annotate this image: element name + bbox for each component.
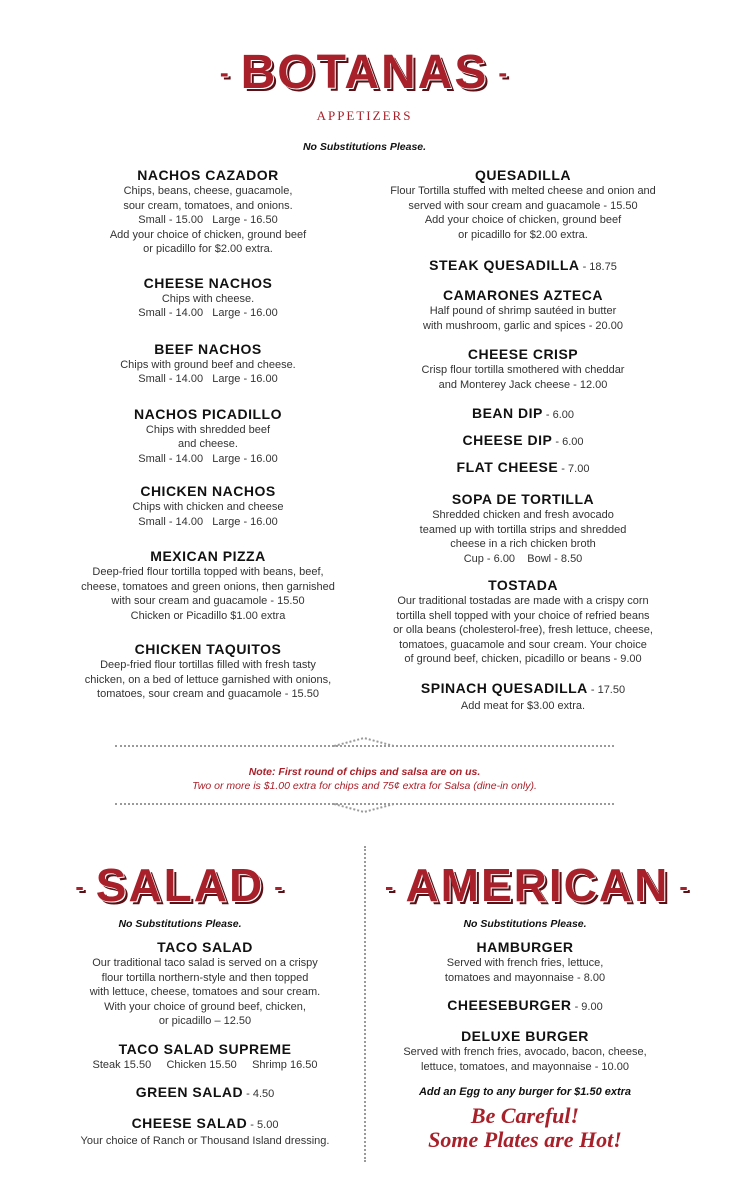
menu-item-description: of ground beef, chicken, picadillo or beans - 9.00	[404, 653, 642, 665]
menu-item-name	[58, 167, 358, 184]
menu-item-description: tortilla shell topped with your choice of refried beans	[396, 609, 650, 622]
menu-item-description: flour tortilla northern-style and then topped	[101, 971, 309, 984]
menu-item-description: Chips with chicken and cheese	[132, 501, 284, 513]
menu-item-description: tomatoes, sour cream and guacamole - 15.50	[97, 688, 319, 700]
american-title-text: AMERICAN	[405, 859, 670, 911]
menu-item-description: with mushroom, garlic and spices - 20.00	[423, 319, 623, 332]
hot-plates: Some Plates are Hot!	[428, 1127, 622, 1152]
menu-item-name	[368, 680, 678, 699]
menu-item-title: GREEN SALAD	[135, 1084, 244, 1100]
menu-item-description: Small - 15.00 Large - 16.50	[138, 214, 278, 226]
menu-item	[368, 680, 678, 714]
menu-item-price: - 9.00	[571, 1001, 603, 1013]
menu-item-name	[55, 939, 355, 956]
menu-item-title: TACO SALAD	[157, 939, 253, 955]
american-header	[375, 858, 690, 930]
menu-item-description: Chips with ground beef and cheese.	[120, 358, 296, 371]
menu-item	[58, 483, 358, 529]
menu-item-title: CAMARONES AZTECA	[443, 287, 603, 303]
menu-item-description: Add your choice of chicken, ground beef	[424, 214, 622, 226]
menu-item-name	[368, 459, 678, 478]
menu-item	[368, 577, 678, 667]
vertical-rope-divider	[364, 846, 366, 1162]
menu-item-description: served with sour cream and guacamole - 15.50	[408, 199, 638, 212]
menu-item-price: - 6.00	[542, 409, 575, 421]
menu-item-name	[58, 641, 358, 658]
menu-item-description: and Monterey Jack cheese - 12.00	[438, 378, 608, 391]
menu-item-title: CHEESEBURGER	[447, 997, 572, 1013]
menu-item	[58, 548, 358, 623]
botanas-header	[0, 46, 729, 153]
menu-item-title: NACHOS PICADILLO	[134, 405, 282, 422]
menu-item-name	[368, 167, 678, 184]
menu-item-name	[368, 405, 678, 424]
menu-item	[375, 1028, 675, 1074]
menu-item-description: tomatoes, guacamole and sour cream. Your choice	[399, 638, 647, 651]
menu-item-description: Served with french fries, avocado, bacon, cheese,	[403, 1046, 647, 1058]
menu-item-name	[368, 577, 678, 594]
american-items	[375, 939, 675, 1074]
menu-item-name	[375, 939, 675, 956]
menu-item-title: CHEESE CRISP	[467, 346, 579, 362]
menu-item-description: Crisp flour tortilla smothered with cheddar	[421, 364, 625, 376]
menu-item	[368, 257, 678, 276]
menu-item-name	[55, 1084, 355, 1103]
menu-item-description: Chips with cheese.	[161, 292, 255, 305]
menu-item	[58, 406, 358, 467]
menu-item-price: - 6.00	[552, 436, 584, 448]
menu-item	[368, 459, 678, 478]
menu-item-description: or picadillo – 12.50	[158, 1015, 252, 1027]
american-no-substitutions: No Substitutions Please.	[463, 917, 587, 930]
menu-item-name	[368, 257, 678, 276]
menu-item-description: Chicken or Picadillo $1.00 extra	[130, 609, 286, 622]
menu-item-description: chicken, on a bed of lettuce garnished with onions,	[84, 673, 332, 686]
menu-item	[58, 341, 358, 387]
menu-item-description: Our traditional taco salad is served on a crispy	[92, 957, 318, 969]
menu-item-title: CHEESE DIP	[462, 432, 553, 448]
botanas-no-substitutions: No Substitutions Please.	[302, 141, 427, 154]
menu-item-description: With your choice of ground beef, chicken,	[104, 1000, 306, 1013]
chips-note	[0, 766, 729, 792]
menu-item-title: STEAK QUESADILLA	[429, 257, 580, 273]
be-careful: Be Careful!	[470, 1103, 580, 1128]
menu-item-name	[55, 1041, 355, 1058]
menu-item-name	[58, 406, 358, 423]
menu-item-price: - 5.00	[247, 1119, 279, 1131]
chips-note-line1: Note: First round of chips and salsa are on us.	[248, 766, 481, 778]
menu-item	[55, 1115, 355, 1149]
menu-item-description: Shredded chicken and fresh avocado	[432, 509, 614, 521]
menu-item-name	[368, 432, 678, 451]
menu-item-description: Deep-fried flour tortilla topped with beans, beef,	[92, 566, 324, 578]
menu-item-description: Small - 14.00 Large - 16.00	[138, 307, 278, 319]
egg-note: Add an Egg to any burger for $1.50 extra	[418, 1086, 632, 1098]
botanas-title-text: BOTANAS	[240, 46, 489, 99]
menu-item-title: QUESADILLA	[475, 167, 571, 183]
menu-item-description: Chips, beans, cheese, guacamole,	[123, 185, 293, 197]
menu-item-title: SOPA DE TORTILLA	[451, 491, 595, 507]
salad-title: - SALAD -	[75, 859, 285, 911]
menu-item	[375, 939, 675, 985]
menu-item	[368, 287, 678, 333]
menu-item-description: Chips with shredded beef	[145, 423, 271, 436]
botanas-title: - BOTANAS -	[219, 46, 510, 99]
menu-item-title: BEEF NACHOS	[154, 340, 262, 357]
salad-title-text: SALAD	[95, 859, 265, 911]
menu-item-name	[58, 341, 358, 358]
menu-item-description: with lettuce, cheese, tomatoes and sour cream.	[89, 986, 321, 998]
menu-item-description: Flour Tortilla stuffed with melted cheese and onion and	[390, 185, 656, 197]
salad-header	[30, 858, 330, 930]
menu-item-name	[58, 548, 358, 565]
menu-item-name	[368, 491, 678, 508]
menu-item-title: HAMBURGER	[476, 939, 574, 955]
menu-item-title: SPINACH QUESADILLA	[420, 679, 588, 696]
menu-item	[55, 939, 355, 1029]
menu-item-description: Served with french fries, lettuce,	[446, 957, 604, 969]
menu-item-title: TACO SALAD SUPREME	[118, 1040, 292, 1057]
menu-item-title: CHICKEN TAQUITOS	[134, 641, 282, 657]
menu-item-title: TOSTADA	[488, 577, 558, 593]
egg-note-block	[375, 1086, 675, 1152]
salad-no-substitutions: No Substitutions Please.	[118, 917, 242, 930]
menu-item	[58, 275, 358, 321]
menu-item-description: Small - 14.00 Large - 16.00	[138, 515, 278, 528]
menu-item-description: and cheese.	[178, 438, 238, 450]
menu-item	[368, 432, 678, 451]
menu-item-description: cheese in a rich chicken broth	[450, 538, 596, 550]
menu-item-title: DELUXE BURGER	[461, 1028, 589, 1044]
menu-item-price: - 18.75	[579, 261, 617, 273]
menu-item	[58, 167, 358, 257]
menu-item	[368, 491, 678, 566]
menu-item-description: or picadillo for $2.00 extra.	[143, 243, 273, 255]
menu-item-title: NACHOS CAZADOR	[137, 167, 279, 183]
bottom-rope-valley	[334, 802, 394, 814]
menu-item-description: Your choice of Ranch or Thousand Island dressing.	[80, 1135, 330, 1147]
menu-item-name	[368, 287, 678, 304]
chips-note-line2: Two or more is $1.00 extra for chips and 75¢ extra for Salsa (dine-in only).	[192, 780, 537, 792]
menu-item-name	[58, 275, 358, 292]
menu-item	[55, 1084, 355, 1103]
menu-item-name	[375, 997, 675, 1016]
menu-item-title: FLAT CHEESE	[456, 459, 559, 475]
menu-item-title: CHEESE SALAD	[131, 1115, 248, 1131]
menu-item-price: - 4.50	[243, 1088, 275, 1100]
menu-item-title: MEXICAN PIZZA	[150, 548, 266, 564]
menu-item	[368, 167, 678, 242]
menu-item-description: tomatoes and mayonnaise - 8.00	[444, 971, 606, 984]
menu-item-title: CHEESE NACHOS	[143, 274, 273, 291]
menu-item-description: Half pound of shrimp sautéed in butter	[429, 305, 617, 317]
american-title: - AMERICAN -	[385, 859, 690, 911]
menu-item-description: Add your choice of chicken, ground beef	[109, 228, 307, 241]
menu-item-description: cheese, tomatoes and green onions, then garnished	[81, 580, 335, 593]
menu-item-name	[55, 1115, 355, 1134]
menu-item-description: sour cream, tomatoes, and onions.	[123, 199, 293, 212]
salad-items	[55, 939, 355, 1149]
menu-item-description: Our traditional tostadas are made with a crispy corn	[397, 595, 649, 607]
menu-item-description: Steak 15.50 Chicken 15.50 Shrimp 16.50	[92, 1058, 318, 1071]
menu-item-name	[58, 483, 358, 500]
menu-item-description: Deep-fried flour tortillas filled with fresh tasty	[100, 659, 316, 671]
menu-item-title: BEAN DIP	[471, 405, 543, 421]
appetizers-subtitle: APPETIZERS	[316, 108, 413, 124]
top-rope-peak	[334, 737, 394, 749]
menu-item-name	[368, 346, 678, 363]
menu-item	[368, 405, 678, 424]
menu-item-description: lettuce, tomatoes, and mayonnaise - 10.00	[421, 1060, 629, 1073]
menu-item	[375, 997, 675, 1016]
menu-item-description: or picadillo for $2.00 extra.	[458, 228, 588, 241]
menu-item-description: Small - 14.00 Large - 16.00	[138, 373, 278, 385]
menu-item-description: or olla beans (cholesterol-free), fresh lettuce, cheese,	[393, 624, 653, 636]
menu-item-description: Cup - 6.00 Bowl - 8.50	[463, 552, 583, 565]
menu-item-price: - 17.50	[587, 683, 626, 696]
menu-item-description: with sour cream and guacamole - 15.50	[111, 595, 305, 607]
menu-item	[58, 641, 358, 702]
menu-item	[368, 346, 678, 392]
menu-item-name	[375, 1028, 675, 1045]
menu-item-title: CHICKEN NACHOS	[140, 483, 276, 499]
menu-item-description: teamed up with tortilla strips and shredded	[419, 523, 627, 536]
botanas-right-column	[368, 167, 678, 713]
menu-item-description: Add meat for $3.00 extra.	[460, 699, 586, 712]
botanas-left-column	[58, 167, 358, 702]
menu-item	[55, 1041, 355, 1073]
menu-item-description: Small - 14.00 Large - 16.00	[138, 452, 278, 465]
menu-item-price: - 7.00	[558, 463, 590, 475]
